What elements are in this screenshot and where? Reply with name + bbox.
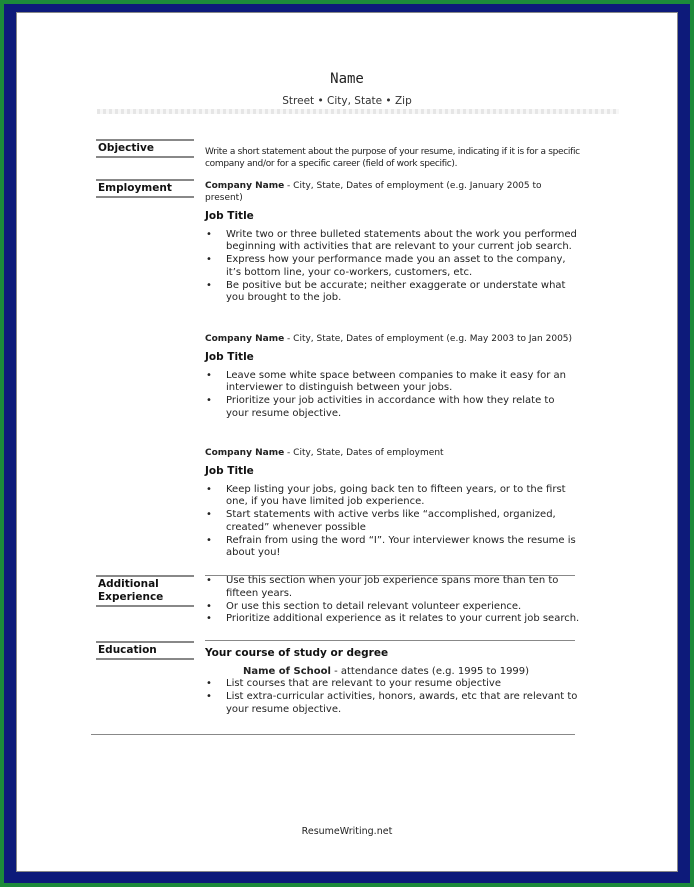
- company-name: Company Name: [205, 448, 285, 458]
- job-title: Job Title: [205, 465, 254, 477]
- company-line: [205, 333, 580, 345]
- job-bullets: [205, 370, 580, 421]
- school-name: Name of School: [243, 665, 331, 677]
- list-item: • Keep listing your jobs, going back ten to fifteen years, or to the first one, if you have limited job experience.: [205, 484, 580, 510]
- company-name: Company Name: [205, 181, 285, 191]
- list-item: • List courses that are relevant to your resume objective: [205, 678, 580, 691]
- list-item: • Be positive but be accurate; neither exaggerate or understate what you brought to the job.: [205, 280, 580, 306]
- job-entry-2: [205, 333, 580, 421]
- list-item: • Use this section when your job experience spans more than ten to fifteen years.: [205, 575, 580, 601]
- company-line: [205, 447, 580, 459]
- job-bullets: [205, 229, 580, 306]
- education-bullets: [205, 678, 580, 716]
- resume-address: Street • City, State • Zip: [282, 95, 412, 107]
- list-item: • Prioritize your job activities in accordance with how they relate to your resume objective.: [205, 395, 580, 421]
- section-label-education: Education: [96, 641, 194, 660]
- school-details: - attendance dates (e.g. 1995 to 1999): [330, 665, 530, 677]
- list-item: • List extra-curricular activities, honors, awards, etc that are relevant to your resume objective.: [205, 691, 580, 717]
- resume-page: [16, 12, 678, 872]
- list-item: • Express how your performance made you an asset to the company, it’s bottom line, your co-workers, customers, etc.: [205, 254, 580, 280]
- divider: [205, 640, 575, 641]
- list-item: • Write two or three bulleted statements about the work you performed beginning with activities that are relevant to your current job search.: [205, 229, 580, 255]
- section-label-additional: Additional Experience: [96, 575, 194, 607]
- additional-section: [205, 575, 580, 626]
- list-item: • Or use this section to detail relevant volunteer experience.: [205, 601, 580, 614]
- footer-credit: ResumeWriting.net: [301, 826, 393, 837]
- employment-section: [205, 180, 580, 305]
- company-name: Company Name: [205, 334, 285, 344]
- job-entry: [205, 180, 580, 305]
- bottom-divider: [91, 734, 575, 735]
- course-title: Your course of study or degree: [205, 647, 389, 659]
- section-label-objective: Objective: [96, 139, 194, 158]
- list-item: • Refrain from using the word “I”. Your interviewer knows the resume is about you!: [205, 535, 580, 561]
- company-line: [205, 180, 580, 204]
- additional-bullets: [205, 575, 580, 626]
- list-item: • Leave some white space between companies to make it easy for an interviewer to distinguish between your jobs.: [205, 370, 580, 396]
- school-line: [205, 666, 580, 679]
- job-title: Job Title: [205, 210, 254, 222]
- job-title: Job Title: [205, 351, 254, 363]
- header-divider: [97, 109, 619, 114]
- list-item: • Start statements with active verbs like “accomplished, organized, created” whenever possible: [205, 509, 580, 535]
- objective-text: Write a short statement about the purpose of your resume, indicating if it is for a specific company and/or for a specific career (field of work specific).: [205, 147, 580, 169]
- section-label-employment: Employment: [96, 179, 194, 198]
- job-bullets: [205, 484, 580, 561]
- company-details: - City, State, Dates of employment: [284, 448, 444, 458]
- company-details: - City, State, Dates of employment (e.g. January 2005 to present): [205, 181, 542, 203]
- list-item: • Prioritize additional experience as it relates to your current job search.: [205, 613, 580, 626]
- resume-name: Name: [330, 71, 364, 87]
- job-entry-3: [205, 447, 580, 560]
- education-section: [205, 647, 580, 716]
- company-details: - City, State, Dates of employment (e.g. May 2003 to Jan 2005): [284, 334, 573, 344]
